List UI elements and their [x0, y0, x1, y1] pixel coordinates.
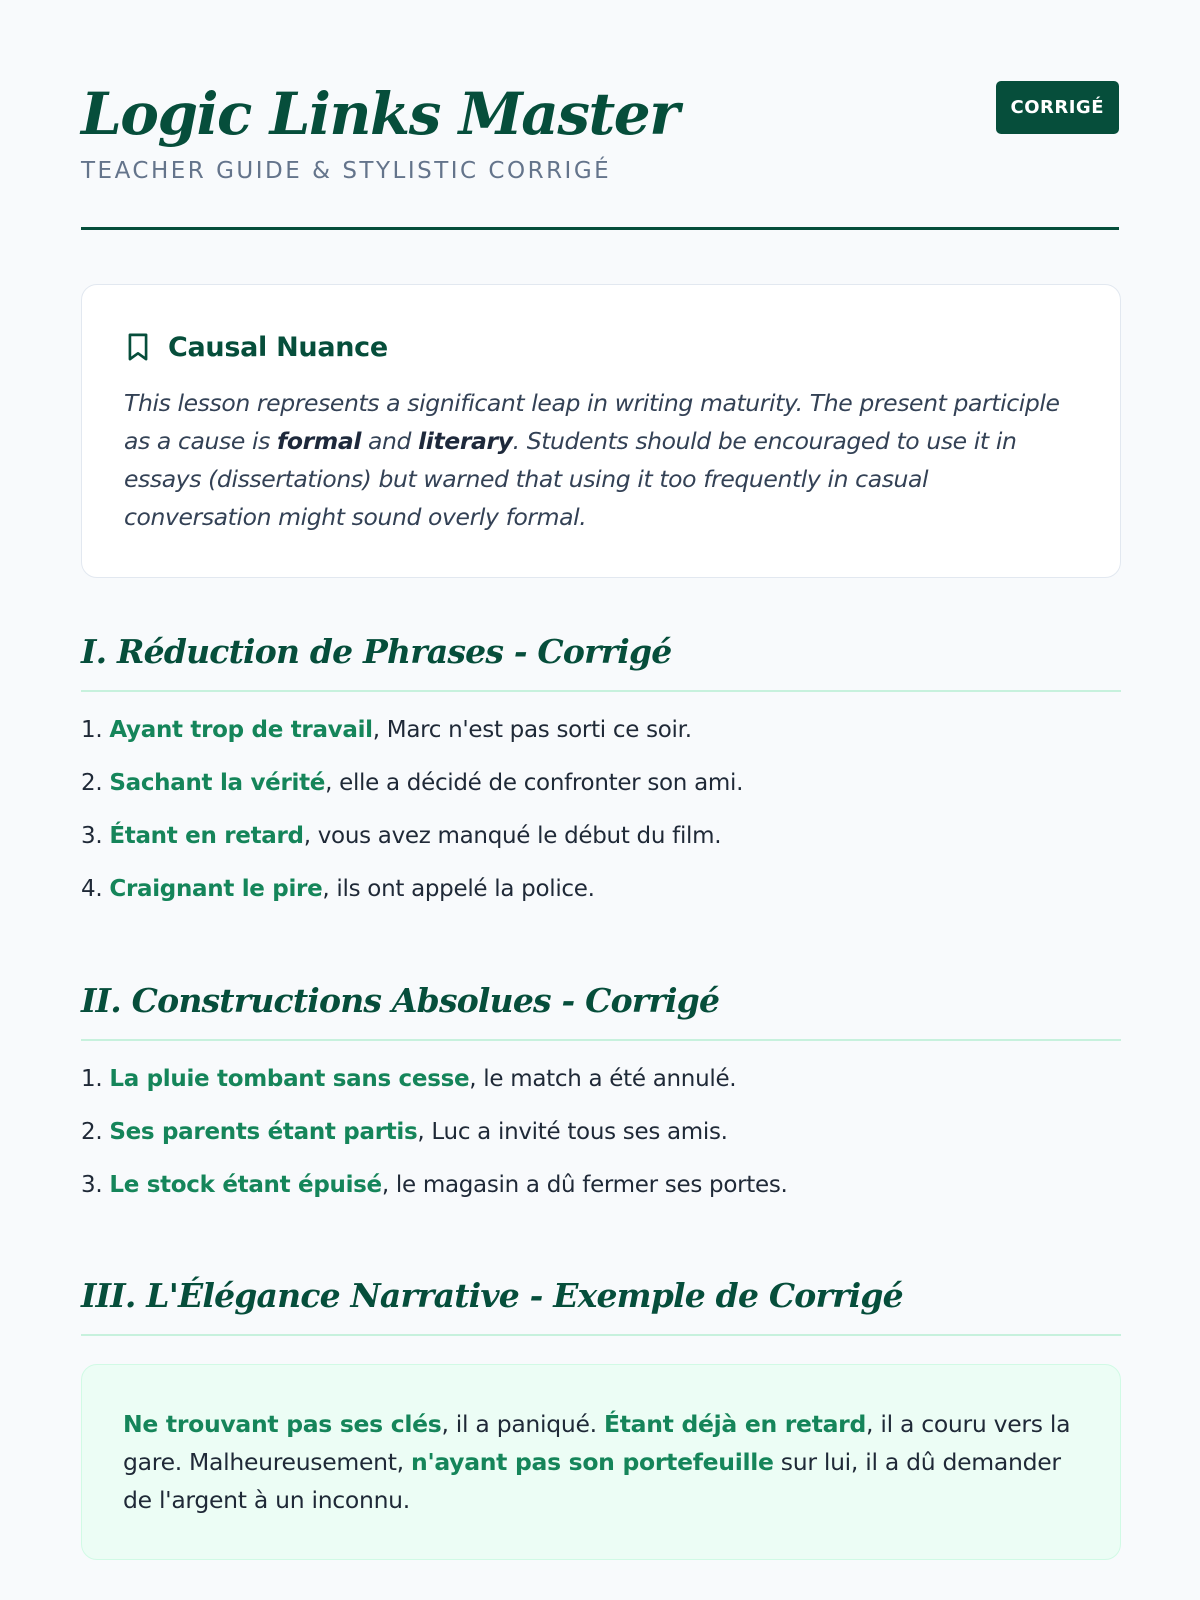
answer-text: , le magasin a dû fermer ses portes.: [381, 1172, 788, 1198]
section-absolute: [81, 979, 1121, 1222]
answer-text: , Luc a invité tous ses amis.: [417, 1119, 728, 1145]
answer-list-absolute: [81, 1063, 1121, 1222]
narrative-text-2: , il a couru vers la gare. Malheureusement,: [123, 1410, 1071, 1476]
list-item: [81, 820, 1121, 873]
item-number: 3.: [81, 823, 110, 849]
note-header: [124, 329, 1078, 365]
list-item: [81, 1063, 1121, 1116]
page-subtitle: TEACHER GUIDE & STYLISTIC CORRIGÉ: [81, 158, 612, 184]
note-text-2: and: [360, 427, 419, 455]
section-narrative: [81, 1274, 1121, 1336]
narrative-text-3: sur lui, il a dû demander de l'argent à un inconnu.: [123, 1448, 1061, 1514]
narrative-example-card: [81, 1364, 1121, 1560]
causal-nuance-card: [81, 284, 1121, 578]
answer-text: , elle a décidé de confronter son ami.: [325, 770, 744, 796]
section-reduction: [81, 630, 1121, 926]
note-text-1: This lesson represents a significant leap in writing maturity. The present participle as a cause is: [124, 389, 1060, 455]
note-bold-literary: literary: [418, 427, 513, 455]
item-number: 2.: [81, 1119, 110, 1145]
list-item: [81, 1169, 1121, 1222]
corrige-badge: CORRIGÉ: [996, 81, 1120, 134]
narrative-highlight-2: Étant déjà en retard: [603, 1410, 866, 1438]
note-title: Causal Nuance: [168, 331, 388, 363]
item-number: 2.: [81, 770, 110, 796]
list-item: [81, 1116, 1121, 1169]
list-item: [81, 873, 1121, 926]
item-number: 3.: [81, 1172, 110, 1198]
note-text-3: . Students should be encouraged to use it in essays (dissertations) but warned that using it too frequently in casual conversation might sound overly formal.: [124, 427, 1017, 531]
answer-text: , vous avez manqué le début du film.: [303, 823, 722, 849]
note-bold-formal: formal: [277, 427, 361, 455]
list-item: [81, 767, 1121, 820]
answer-highlight: Le stock étant épuisé: [109, 1172, 382, 1198]
section-heading-narrative: III. L'Élégance Narrative - Exemple de Corrigé: [81, 1274, 1121, 1336]
note-body: [124, 384, 1078, 536]
answer-text: , ils ont appelé la police.: [322, 876, 595, 902]
narrative-highlight-3: n'ayant pas son portefeuille: [411, 1448, 774, 1476]
answer-highlight: La pluie tombant sans cesse: [109, 1066, 470, 1092]
bookmark-icon: [124, 332, 152, 362]
answer-highlight: Craignant le pire: [109, 876, 323, 902]
page-title: Logic Links Master: [81, 80, 679, 148]
answer-highlight: Sachant la vérité: [109, 770, 326, 796]
list-item: [81, 714, 1121, 767]
item-number: 4.: [81, 876, 110, 902]
answer-text: , Marc n'est pas sorti ce soir.: [372, 717, 692, 743]
answer-highlight: Ses parents étant partis: [109, 1119, 418, 1145]
item-number: 1.: [81, 717, 110, 743]
answer-highlight: Ayant trop de travail: [109, 717, 373, 743]
narrative-text-1: , il a paniqué.: [441, 1410, 604, 1438]
page-header: [81, 0, 1119, 230]
narrative-highlight-1: Ne trouvant pas ses clés: [123, 1410, 442, 1438]
item-number: 1.: [81, 1066, 110, 1092]
section-heading-absolute: II. Constructions Absolues - Corrigé: [81, 979, 1121, 1041]
section-heading-reduction: I. Réduction de Phrases - Corrigé: [81, 630, 1121, 692]
answer-list-reduction: [81, 714, 1121, 926]
answer-text: , le match a été annulé.: [469, 1066, 737, 1092]
answer-highlight: Étant en retard: [109, 823, 304, 849]
